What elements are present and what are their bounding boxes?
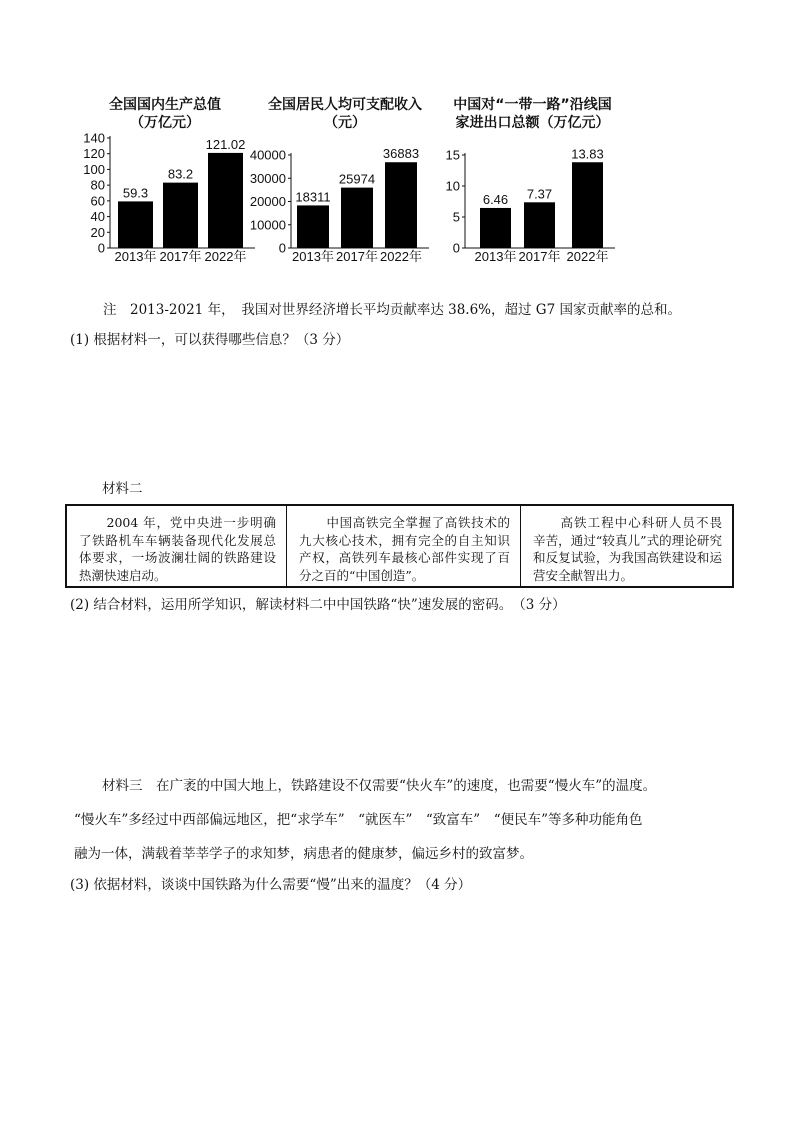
y-tick-label: 30000 (249, 170, 286, 186)
material-2-cell: 高铁工程中心科研人员不畏辛苦，通过“较真儿”式的理论研究和反复试验，为我国高铁建设和运营安全献智出力。 (533, 515, 722, 583)
bar (208, 153, 243, 248)
x-tick-label: 2022年 (204, 249, 247, 264)
y-tick-label: 0 (278, 240, 286, 256)
y-tick-label: 20 (90, 224, 105, 240)
y-tick-label: 80 (90, 177, 105, 193)
material-3-line: “慢火车”多经过中西部偏远地区，把“求学车” “就医车” “致富车” “便民车”等多种功能角色 (74, 812, 643, 828)
y-tick-label: 0 (452, 240, 460, 256)
y-tick-label: 100 (83, 161, 105, 177)
data-label: 6.46 (482, 191, 509, 207)
y-tick-label: 140 (83, 130, 105, 146)
y-tick-label: 40 (90, 209, 105, 225)
y-tick-label: 5 (452, 209, 460, 225)
question-2: (2) 结合材料，运用所学知识，解读材料二中中国铁路“快”速发展的密码。 （3 分） (70, 597, 566, 613)
x-tick-label: 2022年 (380, 249, 422, 264)
chart-income (245, 96, 445, 276)
y-tick-label: 60 (90, 193, 105, 209)
note: 注 2013-2021 年， 我国对世界经济增长平均贡献率达 38.6%，超过 G7 国家贡献率的总和。 (103, 302, 681, 318)
material-3-line: 材料三 在广袤的中国大地上，铁路建设不仅需要“快火车”的速度，也需要“慢火车”的温度。 (102, 778, 657, 794)
x-tick-label: 2017年 (159, 249, 202, 264)
data-label: 18311 (295, 189, 331, 205)
y-tick-label: 0 (97, 240, 105, 256)
question-3: (3) 依据材料，谈谈中国铁路为什么需要“慢”出来的温度？（4 分） (70, 877, 472, 893)
data-label: 59.3 (122, 185, 149, 201)
data-label: 121.02 (205, 136, 246, 152)
bar (385, 162, 417, 248)
bar (572, 162, 603, 248)
data-label: 83.2 (167, 166, 194, 182)
bar (118, 201, 153, 248)
x-tick-label: 2022年 (566, 249, 609, 264)
chart-title: 全国居民人均可支配收入 （元） (268, 97, 422, 131)
y-tick-label: 40000 (249, 147, 286, 163)
bar (480, 208, 511, 248)
x-tick-label: 2013年 (114, 249, 157, 264)
y-tick-label: 10 (445, 178, 460, 194)
x-tick-label: 2013年 (292, 249, 334, 264)
x-tick-label: 2013年 (474, 249, 517, 264)
y-tick-label: 120 (83, 146, 105, 162)
x-tick-label: 2017年 (336, 249, 378, 264)
material-2-heading: 材料二 (102, 481, 143, 497)
material-3-line: 融为一体，满载着莘莘学子的求知梦，病患者的健康梦，偏远乡村的致富梦。 (74, 846, 533, 862)
material-2-table (65, 504, 734, 588)
bar (297, 205, 329, 248)
y-tick-label: 10000 (249, 217, 286, 233)
y-tick-label: 20000 (249, 194, 286, 209)
chart-title: 全国国内生产总值 （万亿元） (109, 97, 221, 131)
material-2-cell: 中国高铁完全掌握了高铁技术的九大核心技术，拥有完全的自主知识产权，高铁列车最核心部件实现了百分之百的“中国创造”。 (287, 506, 521, 586)
data-label: 36883 (382, 146, 420, 162)
bar (524, 202, 555, 248)
chart-title: 中国对“一带一路”沿线国 家进出口总额（万亿元） (453, 97, 612, 131)
x-tick-label: 2017年 (518, 249, 561, 264)
data-label: 25974 (338, 171, 376, 187)
chart-belt-road (435, 96, 630, 276)
bar (341, 188, 373, 248)
y-tick-label: 15 (445, 147, 460, 163)
question-1: (1) 根据材料一，可以获得哪些信息？（3 分） (70, 332, 350, 348)
data-label: 13.83 (571, 146, 604, 162)
chart-gdp (70, 96, 260, 276)
material-2-cell: 2004 年，党中央进一步明确了铁路机车车辆装备现代化发展总体要求，一场波澜壮阔的铁路建设热潮快速启动。 (67, 506, 287, 586)
data-label: 7.37 (526, 186, 553, 202)
bar (163, 183, 198, 248)
